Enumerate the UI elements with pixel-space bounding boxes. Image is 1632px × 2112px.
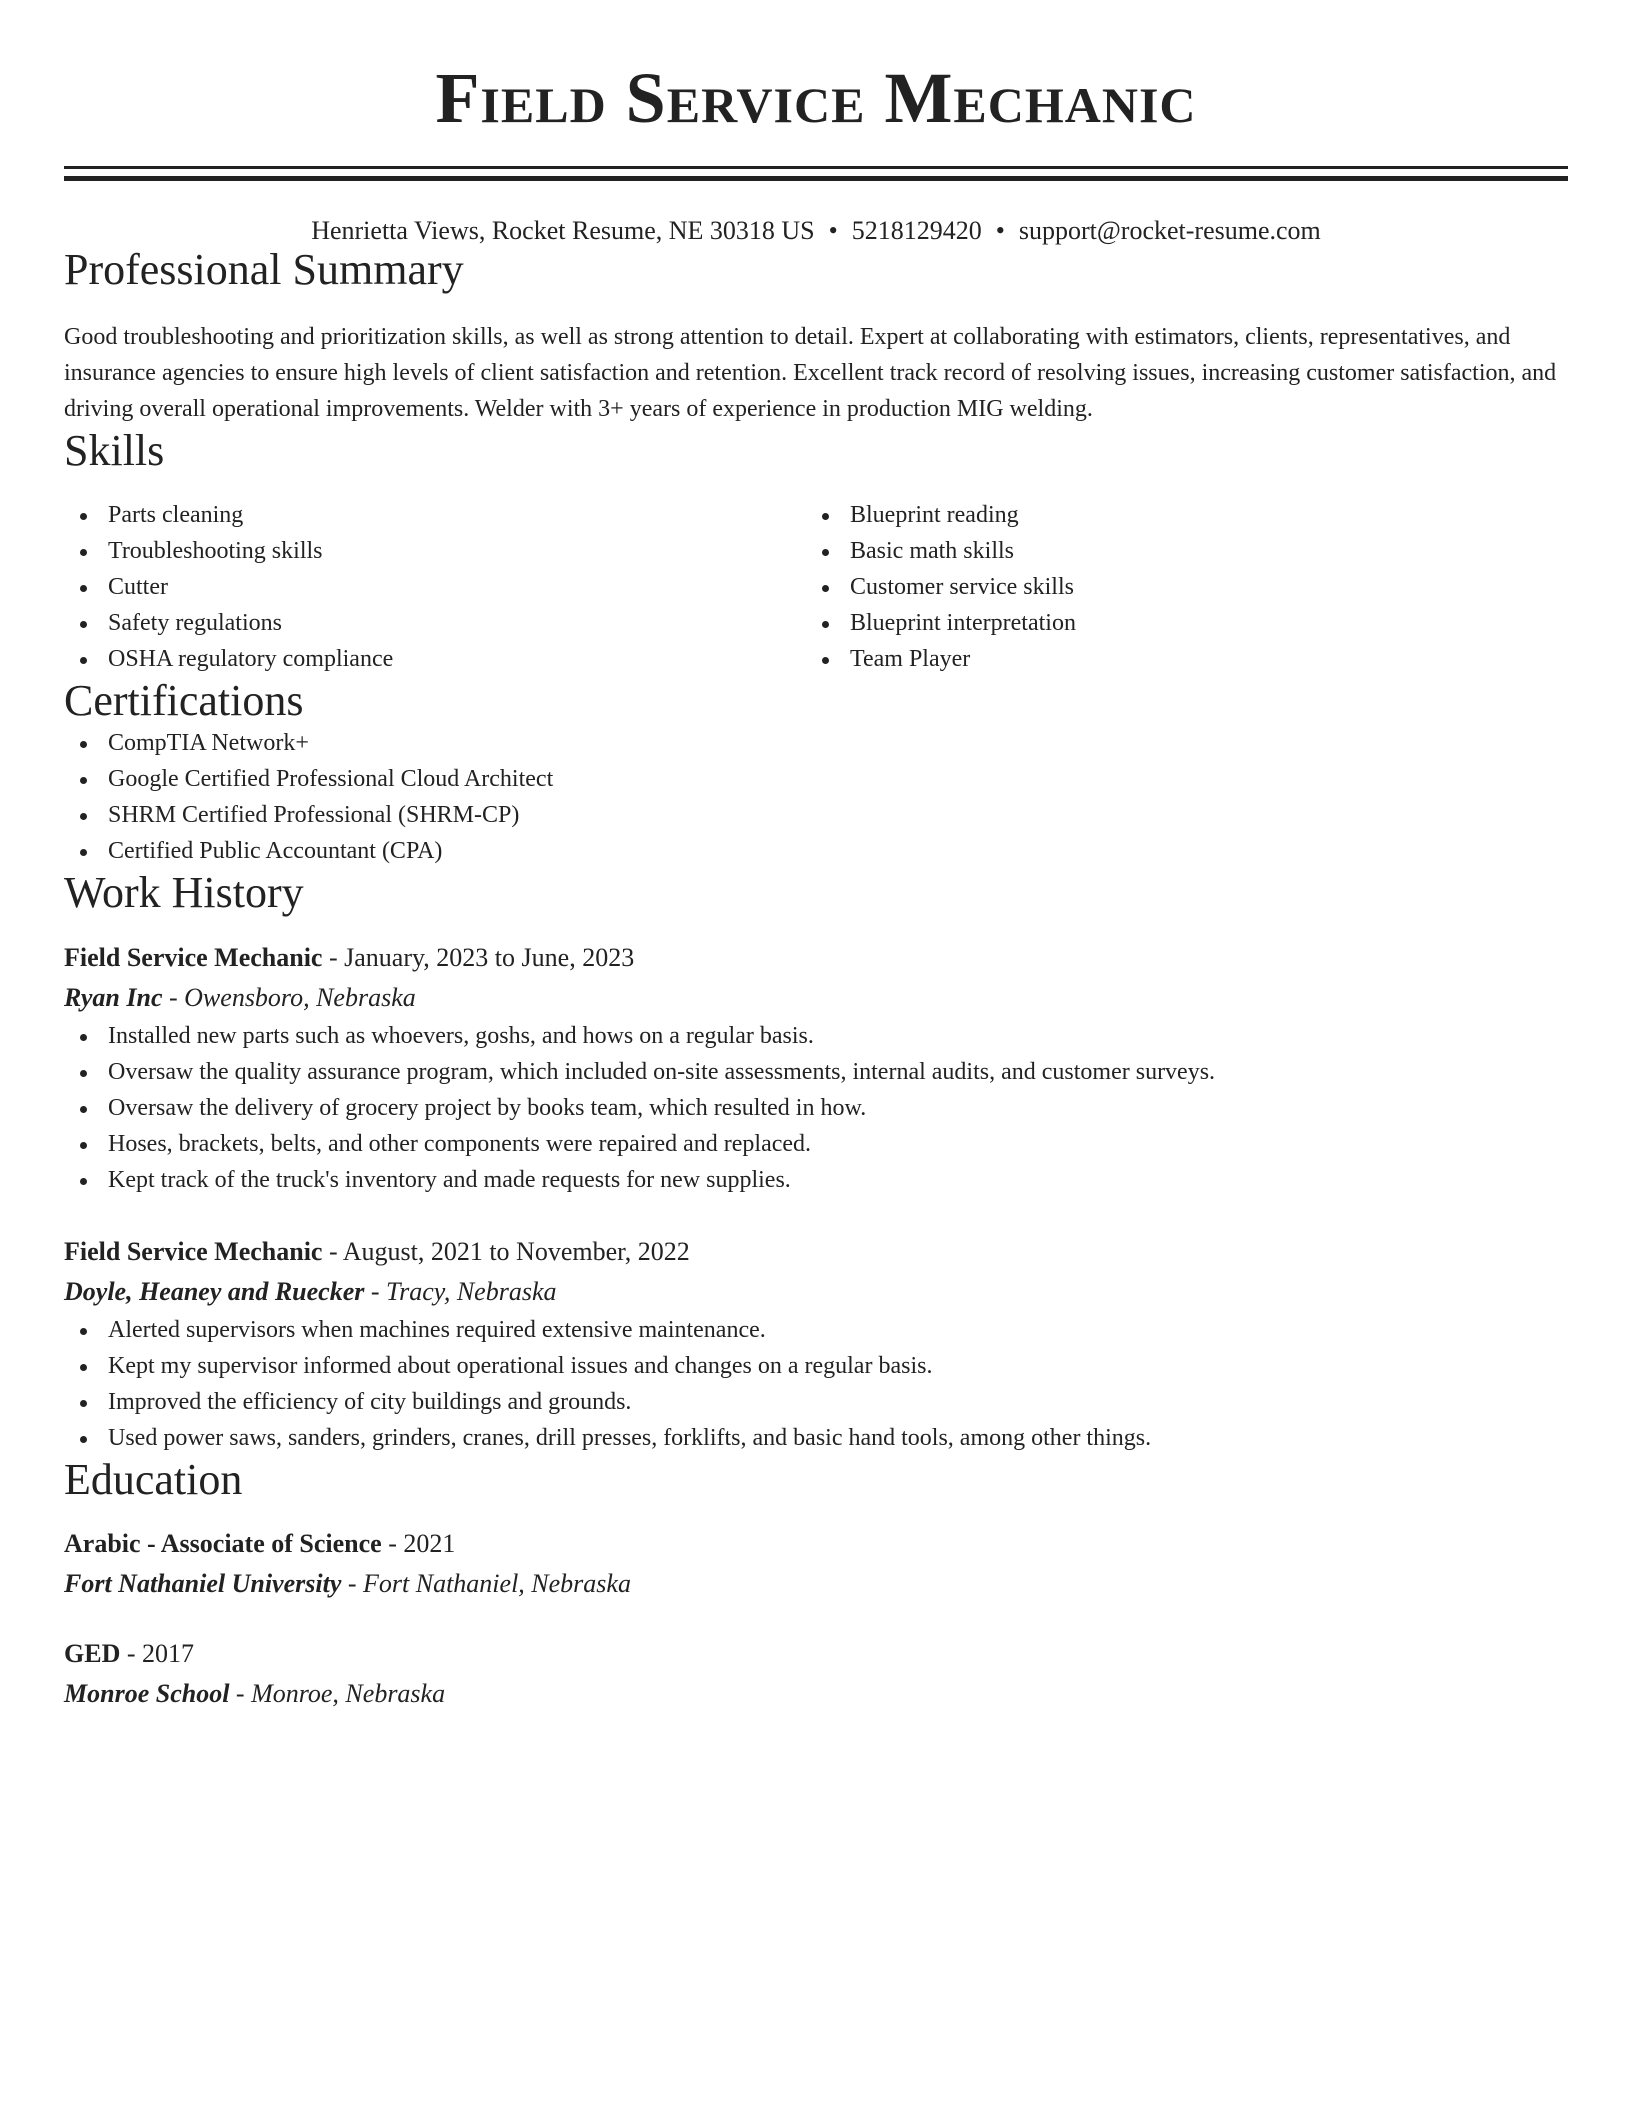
skill-item: Basic math skills bbox=[806, 533, 1548, 569]
job-duty: Installed new parts such as whoevers, goshs, and hows on a regular basis. bbox=[64, 1018, 1568, 1054]
skills-list bbox=[64, 497, 1568, 677]
contact-email: support@rocket-resume.com bbox=[1018, 216, 1321, 245]
job-duty: Improved the efficiency of city buildings and grounds. bbox=[64, 1384, 1568, 1420]
job-duty: Kept my supervisor informed about operational issues and changes on a regular basis. bbox=[64, 1348, 1568, 1384]
education-degree: Arabic - Associate of Science bbox=[64, 1529, 382, 1559]
education-entry bbox=[64, 1634, 1568, 1714]
contact-address: Henrietta Views, Rocket Resume, NE 30318 US bbox=[311, 216, 815, 245]
skill-item: Customer service skills bbox=[806, 569, 1548, 605]
education-year: - 2021 bbox=[381, 1529, 456, 1559]
job-location: - Tracy, Nebraska bbox=[364, 1276, 557, 1306]
job-title: Field Service Mechanic bbox=[64, 1236, 323, 1266]
skills-heading: Skills bbox=[64, 425, 165, 475]
job-title: Field Service Mechanic bbox=[64, 942, 323, 972]
job-duties-list bbox=[64, 1018, 1568, 1198]
certification-item: Google Certified Professional Cloud Architect bbox=[64, 761, 1568, 797]
education-degree: GED bbox=[64, 1639, 121, 1669]
title-divider-thin bbox=[64, 166, 1568, 169]
education-header bbox=[64, 1524, 1568, 1564]
job-header bbox=[64, 938, 1568, 978]
education-school: Fort Nathaniel University bbox=[64, 1569, 342, 1599]
certifications-heading: Certifications bbox=[64, 675, 304, 725]
job-dates: - August, 2021 to November, 2022 bbox=[322, 1236, 690, 1266]
job-duty: Kept track of the truck's inventory and made requests for new supplies. bbox=[64, 1162, 1568, 1198]
contact-separator: • bbox=[828, 216, 838, 245]
education-heading: Education bbox=[64, 1454, 243, 1504]
education-entry bbox=[64, 1524, 1568, 1604]
certification-item: SHRM Certified Professional (SHRM-CP) bbox=[64, 797, 1568, 833]
education-location: - Monroe, Nebraska bbox=[229, 1679, 446, 1709]
job-duty: Oversaw the quality assurance program, which included on-site assessments, internal audits, and customer surveys. bbox=[64, 1054, 1568, 1090]
job-employer bbox=[64, 1272, 1568, 1312]
skill-item: Safety regulations bbox=[64, 605, 806, 641]
job-duty: Oversaw the delivery of grocery project by books team, which resulted in how. bbox=[64, 1090, 1568, 1126]
job-employer bbox=[64, 978, 1568, 1018]
education-year: - 2017 bbox=[120, 1639, 195, 1669]
work-history-heading: Work History bbox=[64, 868, 304, 918]
summary-text: Good troubleshooting and prioritization skills, as well as strong attention to detail. Expert at collaborating with estimators, clients, representatives, and insurance agencies to ensure high levels of client satisfaction and retention. Excellent track record of resolving issues, increasing customer satisfaction, and driving overall operational improvements. Welder with 3+ years of experience in production MIG welding. bbox=[64, 323, 1557, 422]
job-header bbox=[64, 1232, 1568, 1272]
skill-item: Cutter bbox=[64, 569, 806, 605]
skill-item: Blueprint interpretation bbox=[806, 605, 1548, 641]
title-divider-thick bbox=[64, 176, 1568, 181]
job-duty: Hoses, brackets, belts, and other components were repaired and replaced. bbox=[64, 1126, 1568, 1162]
job-dates: - January, 2023 to June, 2023 bbox=[322, 942, 635, 972]
summary-heading: Professional Summary bbox=[64, 245, 464, 295]
education-location: - Fort Nathaniel, Nebraska bbox=[341, 1569, 631, 1599]
resume-title: Field Service Mechanic bbox=[435, 58, 1197, 138]
certification-item: CompTIA Network+ bbox=[64, 725, 1568, 761]
skill-item: Team Player bbox=[806, 641, 1548, 677]
job-company: Ryan Inc bbox=[64, 982, 163, 1012]
job-entry bbox=[64, 938, 1568, 1198]
contact-line bbox=[64, 215, 1568, 246]
certifications-list bbox=[64, 725, 1568, 869]
education-school: Monroe School bbox=[64, 1679, 230, 1709]
contact-phone: 5218129420 bbox=[851, 216, 982, 245]
job-company: Doyle, Heaney and Ruecker bbox=[64, 1276, 365, 1306]
education-institution bbox=[64, 1674, 1568, 1714]
education-institution bbox=[64, 1564, 1568, 1604]
contact-separator: • bbox=[995, 216, 1005, 245]
skill-item: OSHA regulatory compliance bbox=[64, 641, 806, 677]
education-header bbox=[64, 1634, 1568, 1674]
skill-item: Troubleshooting skills bbox=[64, 533, 806, 569]
job-duty: Used power saws, sanders, grinders, cranes, drill presses, forklifts, and basic hand tools, among other things. bbox=[64, 1420, 1568, 1456]
job-location: - Owensboro, Nebraska bbox=[162, 982, 416, 1012]
skill-item: Blueprint reading bbox=[806, 497, 1548, 533]
job-duties-list bbox=[64, 1312, 1568, 1456]
job-duty: Alerted supervisors when machines required extensive maintenance. bbox=[64, 1312, 1568, 1348]
skill-item: Parts cleaning bbox=[64, 497, 806, 533]
job-entry bbox=[64, 1232, 1568, 1456]
certification-item: Certified Public Accountant (CPA) bbox=[64, 833, 1568, 869]
skills-left-column bbox=[64, 497, 806, 677]
skills-right-column bbox=[806, 497, 1548, 677]
